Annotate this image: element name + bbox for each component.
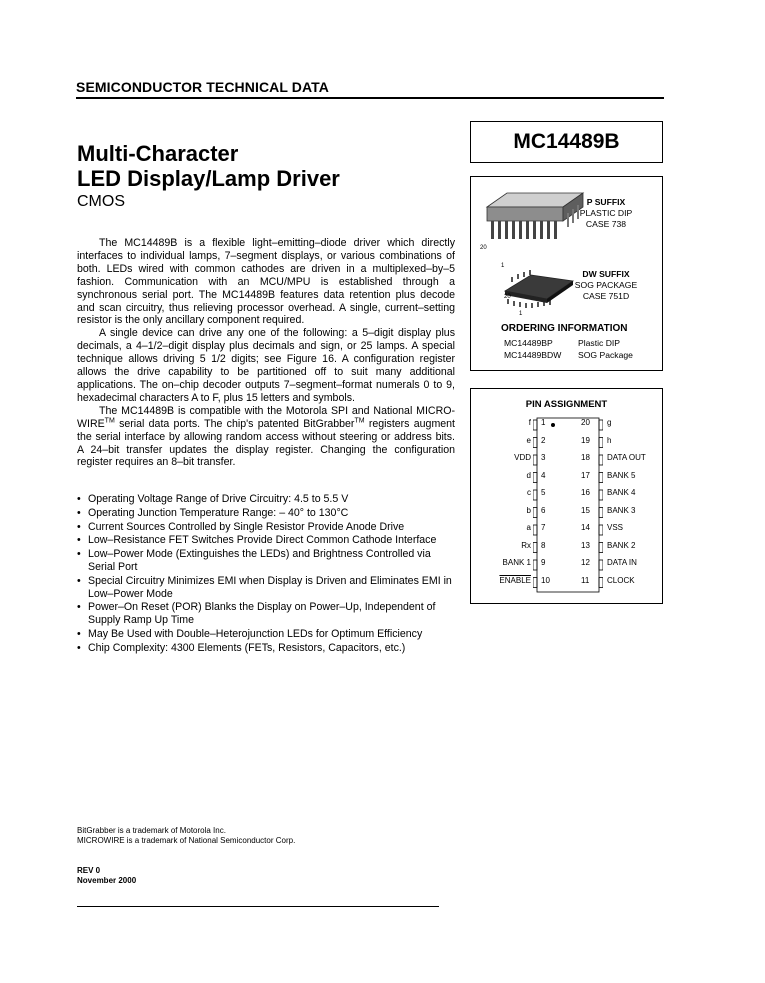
pin-number-left: 2 xyxy=(541,435,546,445)
ordering-row xyxy=(504,350,633,360)
feature-item: • Low–Power Mode (Extinguishes the LEDs) and Brightness Controlled via Serial Port xyxy=(77,548,459,574)
tm-mark: TM xyxy=(104,417,115,425)
dw-suffix-case: CASE 751D xyxy=(582,291,630,301)
pin-number-right: 19 xyxy=(581,435,590,445)
pin-number-left: 9 xyxy=(541,558,546,567)
dip-pin1-label: 1 xyxy=(501,263,505,269)
trademark-note: MICROWIRE is a trademark of National Semiconductor Corp. xyxy=(77,836,296,845)
feature-item: • Current Sources Controlled by Single Resistor Provide Anode Drive xyxy=(77,521,459,534)
paragraph-2: A single device can drive any one of the following: a 5–digit display plus decimals, a 4–1/2–digit display plus decimals and sign, or 25 lamps. A special technique allows driving 5 1/2 digits; see Figure 16. A configuration register allows the drive capability to be partitioned off to suit many additional applications. The on–chip decoder outputs 7–segment–format numerals 0 to 9, hexadecimal characters A to F, plus 15 letters and symbols. xyxy=(77,327,455,404)
pin-label-right: g xyxy=(607,418,612,427)
feature-item: • Operating Voltage Range of Drive Circuitry: 4.5 to 5.5 V xyxy=(77,493,459,506)
order-package: SOG Package xyxy=(578,350,633,360)
pin-number-right: 17 xyxy=(581,470,590,480)
pin-number-left: 10 xyxy=(541,575,550,585)
feature-item: • Power–On Reset (POR) Blanks the Display on Power–Up, Independent of Supply Ramp Up Time xyxy=(77,601,459,627)
pin-number-right: 15 xyxy=(581,505,590,515)
pin-number-right: 20 xyxy=(581,418,590,427)
dw-suffix-name: DW SUFFIX xyxy=(582,269,630,279)
dip-pin20-label: 20 xyxy=(480,245,487,251)
pin-number-left: 5 xyxy=(541,488,546,497)
pin-label-left: e xyxy=(526,435,531,445)
pin-label-right: BANK 2 xyxy=(607,540,636,550)
pin-label-right: CLOCK xyxy=(607,575,635,585)
dw-suffix-info xyxy=(566,269,646,302)
revision-date: November 2000 xyxy=(77,876,137,885)
p-suffix-info xyxy=(566,197,646,230)
pin-label-right: DATA IN xyxy=(607,558,637,567)
feature-item: • Low–Resistance FET Switches Provide Direct Common Cathode Interface xyxy=(77,534,459,547)
paragraph-1: The MC14489B is a flexible light–emitting–diode driver which directly interfaces to individual lamps, 7–segment displays, or various combinations of both. LEDs wired with common cathodes are driven in a multiplexed–by–5 fashion. Communication with an MCU/MPU is established through a synchronous serial port. The MC14489B features data retention plus decode and scan circuitry, thus relieving processor overhead. A single, current–setting resistor is the only ancillary component required. xyxy=(77,237,455,327)
sog-pin1-label: 1 xyxy=(519,311,523,317)
trademark-note: BitGrabber is a trademark of Motorola Inc. xyxy=(77,826,226,835)
document-subtitle: CMOS xyxy=(77,193,125,210)
document-title xyxy=(77,141,340,191)
tm-mark: TM xyxy=(354,417,365,425)
pin-label-right: DATA OUT xyxy=(607,453,646,462)
feature-item: • Special Circuitry Minimizes EMI when Display is Driven and Eliminates EMI in Low–Power Mode xyxy=(77,575,459,601)
feature-item: • Chip Complexity: 4300 Elements (FETs, Resistors, Capacitors, etc.) xyxy=(77,642,459,655)
paragraph-3c: registers augment the serial interface by allowing random access without steering or address bits. A 24–bit transfer updates the display register. Changing the configuration register requires an 8–bit transfer. xyxy=(77,417,455,469)
pin-number-right: 18 xyxy=(581,453,590,462)
footer-rule xyxy=(77,906,439,907)
sog-pin20-label: 20 xyxy=(504,294,511,300)
pin-label-left: d xyxy=(526,470,531,480)
pin-number-right: 16 xyxy=(581,488,590,497)
pin-number-left: 1 xyxy=(541,418,546,427)
paragraph-3b: serial data ports. The chip's patented BitGrabber xyxy=(114,417,355,430)
title-line-1: Multi-Character xyxy=(77,141,239,166)
pin-number-left: 4 xyxy=(541,470,546,480)
pin-number-left: 3 xyxy=(541,453,546,462)
feature-item: • May Be Used with Double–Heterojunction LEDs for Optimum Efficiency xyxy=(77,628,459,641)
pin-label-right: BANK 3 xyxy=(607,505,636,515)
trademark-notes xyxy=(77,826,295,846)
pin-label-right: h xyxy=(607,435,612,445)
pin-label-left: c xyxy=(527,488,531,497)
feature-item: • Operating Junction Temperature Range: – 40° to 130°C xyxy=(77,507,459,520)
paragraph-3a: The MC14489B is compatible with the Motorola SPI and National MICRO-WIRE xyxy=(77,404,455,430)
pin-label-right: VSS xyxy=(607,523,624,532)
ordering-info-title: ORDERING INFORMATION xyxy=(501,323,628,334)
p-suffix-name: P SUFFIX xyxy=(586,197,626,207)
pin-label-left: a xyxy=(526,523,531,532)
header-rule xyxy=(76,97,664,99)
package-box xyxy=(470,176,663,371)
pin-label-left: b xyxy=(526,505,531,515)
pin-label-right: BANK 4 xyxy=(607,488,636,497)
pin-label-left: Rx xyxy=(521,540,531,550)
pin-assignment-title: PIN ASSIGNMENT xyxy=(525,399,608,410)
pin-label-right: BANK 5 xyxy=(607,470,636,480)
ordering-row xyxy=(504,338,620,348)
pin-number-right: 11 xyxy=(581,575,590,585)
pin-label-left: f xyxy=(528,418,531,427)
revision-info xyxy=(77,866,136,886)
pin-label-left: ENABLE xyxy=(499,575,531,585)
revision-label: REV 0 xyxy=(77,866,101,875)
title-line-2: LED Display/Lamp Driver xyxy=(77,166,340,191)
pin-number-left: 8 xyxy=(541,540,546,550)
part-number-box: MC14489B xyxy=(470,121,663,163)
p-suffix-case: CASE 738 xyxy=(585,219,627,229)
description-body xyxy=(77,237,455,469)
pin-number-right: 12 xyxy=(581,558,590,567)
pin-number-right: 13 xyxy=(581,540,590,550)
pin-label-left: BANK 1 xyxy=(502,558,531,567)
order-package: Plastic DIP xyxy=(578,338,621,348)
p-suffix-type: PLASTIC DIP xyxy=(579,208,633,218)
pin-number-left: 6 xyxy=(541,505,546,515)
paragraph-3 xyxy=(77,405,455,470)
order-part-number: MC14489BDW xyxy=(504,350,562,360)
pin-number-left: 7 xyxy=(541,523,546,532)
section-header: SEMICONDUCTOR TECHNICAL DATA xyxy=(76,79,329,95)
feature-list xyxy=(77,493,459,656)
pin-number-right: 14 xyxy=(581,523,590,532)
order-part-number: MC14489BP xyxy=(504,338,553,348)
pin-assignment-box xyxy=(470,388,663,604)
pin-label-left: VDD xyxy=(514,453,531,462)
dw-suffix-type: SOG PACKAGE xyxy=(574,280,638,290)
